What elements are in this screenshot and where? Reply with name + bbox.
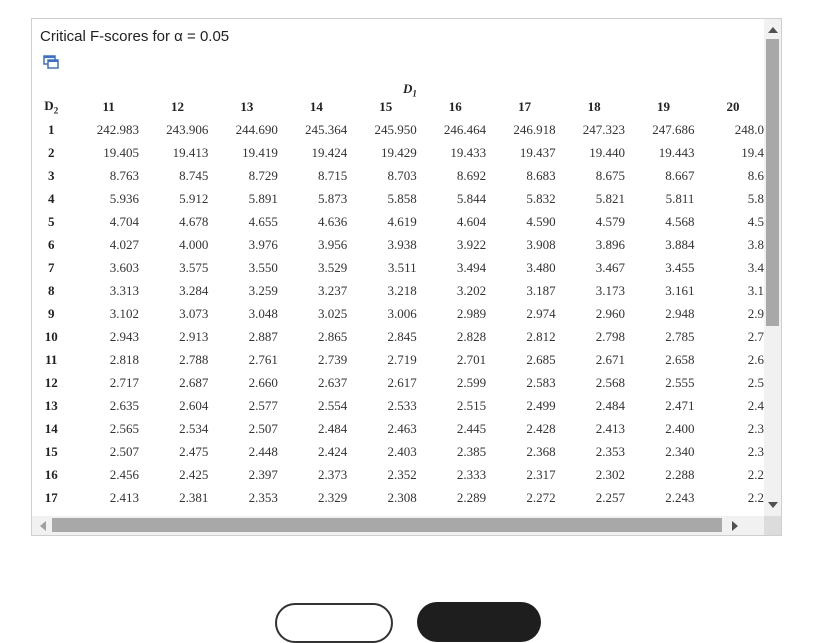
table-cell: 3.284 xyxy=(179,282,209,298)
table-cell: 2.463 xyxy=(387,420,417,436)
table-cell: 2.719 xyxy=(387,351,417,367)
table-cell: 4.5 xyxy=(747,213,764,229)
table-row xyxy=(33,210,764,233)
table-cell: 5.844 xyxy=(456,190,487,206)
table-cell: 19.429 xyxy=(380,144,417,160)
table-cell: 4.704 xyxy=(109,213,139,229)
table-cell: 2.4 xyxy=(747,397,764,413)
table-cell: 3.511 xyxy=(387,259,417,275)
table-row xyxy=(33,440,764,463)
table-cell: 247.323 xyxy=(582,121,625,137)
table-cell: 3.1 xyxy=(747,282,764,298)
table-cell: 2.943 xyxy=(109,328,139,344)
table-cell: 2.948 xyxy=(665,305,695,321)
table-cell: 2.507 xyxy=(248,420,278,436)
table-cell: 4.027 xyxy=(109,236,139,252)
table-cell: 2.499 xyxy=(526,397,556,413)
column-header: 18 xyxy=(587,98,601,114)
column-header: 20 xyxy=(726,98,740,114)
table-cell: 3.938 xyxy=(387,236,417,252)
table-cell: 2.6 xyxy=(747,351,764,367)
table-cell: 2.333 xyxy=(456,466,487,482)
table-cell: 2.353 xyxy=(595,443,625,459)
row-variable-label: $D_2$ xyxy=(44,97,59,116)
table-cell: 2.687 xyxy=(179,374,209,390)
row-header: 9 xyxy=(47,305,55,321)
table-cell: 19.413 xyxy=(172,144,209,160)
row-header: 8 xyxy=(47,282,55,298)
table-row xyxy=(33,463,764,486)
row-header: 7 xyxy=(47,259,55,275)
row-header: 11 xyxy=(45,351,58,367)
table-cell: 2.373 xyxy=(318,466,348,482)
table-cell: 2.2 xyxy=(747,489,764,505)
table-cell: 2.2 xyxy=(747,466,764,482)
table-panel xyxy=(31,18,782,536)
table-cell: 2.329 xyxy=(318,489,348,505)
column-header: 15 xyxy=(379,98,393,114)
table-cell: 2.818 xyxy=(109,351,139,367)
table-cell: 2.288 xyxy=(665,466,695,482)
table-cell: 2.761 xyxy=(248,351,278,367)
table-row xyxy=(33,141,764,164)
table-cell: 2.484 xyxy=(595,397,625,413)
table-cell: 19.419 xyxy=(242,144,278,160)
table-cell: 2.352 xyxy=(387,466,417,482)
table-cell: 2.424 xyxy=(318,443,348,459)
table-cell: 3.922 xyxy=(456,236,487,252)
table-header-row xyxy=(33,95,764,118)
table-cell: 2.599 xyxy=(456,374,487,390)
table-cell: 3.455 xyxy=(665,259,695,275)
table-cell: 3.313 xyxy=(109,282,139,298)
table-cell: 3.896 xyxy=(595,236,625,252)
table-row xyxy=(33,417,764,440)
table-cell: 2.385 xyxy=(456,443,487,459)
table-cell: 2.685 xyxy=(526,351,556,367)
table-cell: 2.289 xyxy=(456,489,487,505)
row-header: 10 xyxy=(44,328,58,344)
table-row xyxy=(33,348,764,371)
table-cell: 247.686 xyxy=(652,121,695,137)
table-cell: 2.989 xyxy=(456,305,487,321)
table-cell: 2.515 xyxy=(456,397,487,413)
table-cell: 2.913 xyxy=(179,328,209,344)
table-cell: 3.480 xyxy=(526,259,556,275)
table-cell: 8.6 xyxy=(747,167,764,183)
row-header: 13 xyxy=(44,397,58,413)
table-row xyxy=(33,233,764,256)
table-cell: 2.635 xyxy=(109,397,139,413)
table-cell: 2.317 xyxy=(526,466,556,482)
table-cell: 3.603 xyxy=(109,259,139,275)
vertical-scroll-thumb[interactable] xyxy=(766,39,779,326)
table-cell: 3.494 xyxy=(456,259,487,275)
table-cell: 3.202 xyxy=(456,282,487,298)
column-variable-label: $D_1$ xyxy=(403,81,417,99)
f-score-table xyxy=(33,95,764,509)
table-cell: 2.637 xyxy=(318,374,348,390)
table-cell: 19.424 xyxy=(311,144,348,160)
table-cell: 2.974 xyxy=(526,305,556,321)
column-header: 11 xyxy=(102,98,115,114)
table-cell: 2.604 xyxy=(179,397,209,413)
table-cell: 4.000 xyxy=(179,236,209,252)
table-cell: 3.976 xyxy=(248,236,278,252)
horizontal-scrollbar[interactable] xyxy=(32,516,764,535)
table-cell: 5.891 xyxy=(248,190,278,206)
table-cell: 3.218 xyxy=(387,282,417,298)
table-row xyxy=(33,187,764,210)
table-cell: 3.529 xyxy=(318,259,348,275)
column-header: 13 xyxy=(240,98,254,114)
table-cell: 244.690 xyxy=(235,121,278,137)
table-cell: 2.507 xyxy=(109,443,139,459)
table-cell: 8.692 xyxy=(456,167,487,183)
table-cell: 2.475 xyxy=(179,443,209,459)
table-cell: 246.464 xyxy=(443,121,487,137)
table-cell: 8.667 xyxy=(665,167,695,183)
row-header: 12 xyxy=(44,374,58,390)
table-cell: 2.425 xyxy=(179,466,209,482)
table-cell: 2.9 xyxy=(747,305,764,321)
table-cell: 4.636 xyxy=(318,213,348,229)
table-cell: 8.729 xyxy=(248,167,278,183)
table-cell: 2.243 xyxy=(665,489,695,505)
table-cell: 2.3 xyxy=(747,443,764,459)
table-cell: 4.604 xyxy=(456,213,487,229)
table-cell: 243.906 xyxy=(166,121,209,137)
table-cell: 2.865 xyxy=(318,328,348,344)
table-cell: 3.467 xyxy=(595,259,625,275)
table-cell: 19.440 xyxy=(589,144,625,160)
table-row xyxy=(33,486,764,509)
table-row xyxy=(33,164,764,187)
row-header: 5 xyxy=(47,213,55,229)
row-header: 6 xyxy=(47,236,55,252)
table-cell: 5.832 xyxy=(526,190,556,206)
table-cell: 3.550 xyxy=(248,259,278,275)
table-row xyxy=(33,279,764,302)
table-cell: 5.811 xyxy=(665,190,695,206)
table-cell: 4.590 xyxy=(526,213,556,229)
table-cell: 3.048 xyxy=(248,305,278,321)
table-cell: 5.936 xyxy=(109,190,139,206)
table-cell: 2.717 xyxy=(109,374,139,390)
table-cell: 2.960 xyxy=(595,305,625,321)
table-cell: 2.448 xyxy=(248,443,278,459)
table-cell: 19.443 xyxy=(658,144,695,160)
table-cell: 2.568 xyxy=(595,374,625,390)
table-cell: 2.428 xyxy=(526,420,556,436)
table-cell: 4.678 xyxy=(179,213,209,229)
table-cell: 5.873 xyxy=(318,190,348,206)
table-cell: 2.565 xyxy=(109,420,139,436)
row-header: 3 xyxy=(47,167,55,183)
table-cell: 2.471 xyxy=(665,397,695,413)
table-cell: 3.173 xyxy=(595,282,625,298)
column-header: 16 xyxy=(448,98,462,114)
table-cell: 2.845 xyxy=(387,328,417,344)
table-cell: 2.308 xyxy=(387,489,417,505)
table-cell: 2.785 xyxy=(665,328,695,344)
table-cell: 3.237 xyxy=(318,282,348,298)
row-header: 2 xyxy=(47,144,55,160)
table-cell: 2.456 xyxy=(109,466,139,482)
table-cell: 3.161 xyxy=(665,282,695,298)
table-cell: 2.302 xyxy=(595,466,625,482)
table-cell: 2.413 xyxy=(595,420,625,436)
column-header: 19 xyxy=(657,98,670,114)
table-row xyxy=(33,118,764,141)
row-header: 16 xyxy=(44,466,58,482)
table-cell: 3.073 xyxy=(179,305,209,321)
row-header: 1 xyxy=(47,121,55,137)
scroll-down-arrow-icon[interactable] xyxy=(768,502,778,508)
table-row xyxy=(33,371,764,394)
table-cell: 2.340 xyxy=(665,443,695,459)
column-header: 17 xyxy=(518,98,532,114)
table-cell: 245.950 xyxy=(374,121,417,137)
table-cell: 3.956 xyxy=(318,236,348,252)
table-cell: 2.400 xyxy=(665,420,695,436)
table-cell: 2.617 xyxy=(387,374,417,390)
table-cell: 3.102 xyxy=(109,305,139,321)
table-cell: 2.660 xyxy=(248,374,278,390)
table-cell: 2.788 xyxy=(179,351,209,367)
table-cell: 5.858 xyxy=(387,190,417,206)
scroll-left-arrow-icon[interactable] xyxy=(40,521,46,531)
table-cell: 3.8 xyxy=(747,236,764,252)
table-cell: 4.579 xyxy=(595,213,625,229)
table-cell: 2.555 xyxy=(665,374,695,390)
table-cell: 2.671 xyxy=(595,351,625,367)
table-cell: 8.675 xyxy=(595,167,625,183)
table-cell: 3.025 xyxy=(318,305,348,321)
table-cell: 2.3 xyxy=(747,420,764,436)
table-cell: 2.533 xyxy=(387,397,417,413)
vertical-scrollbar[interactable] xyxy=(764,19,781,516)
table-cell: 246.918 xyxy=(513,121,556,137)
table-cell: 245.364 xyxy=(305,121,348,137)
row-header: 4 xyxy=(47,190,55,206)
row-header: 17 xyxy=(44,489,58,505)
table-cell: 4.568 xyxy=(665,213,695,229)
table-cell: 5.821 xyxy=(595,190,625,206)
row-header: 14 xyxy=(44,420,58,436)
table-cell: 3.908 xyxy=(526,236,556,252)
scrollbar-corner xyxy=(764,516,781,535)
secondary-button[interactable] xyxy=(275,603,393,643)
table-cell: 19.437 xyxy=(519,144,556,160)
table-cell: 3.006 xyxy=(387,305,417,321)
table-cell: 2.403 xyxy=(387,443,417,459)
table-cell: 2.257 xyxy=(595,489,625,505)
row-header: 15 xyxy=(44,443,58,459)
table-cell: 2.534 xyxy=(179,420,209,436)
table-cell: 2.484 xyxy=(318,420,348,436)
horizontal-scroll-thumb[interactable] xyxy=(52,518,722,532)
table-cell: 3.259 xyxy=(248,282,278,298)
table-cell: 19.405 xyxy=(103,144,139,160)
table-cell: 2.368 xyxy=(526,443,556,459)
table-cell: 19.433 xyxy=(450,144,487,160)
table-cell: 2.583 xyxy=(526,374,556,390)
table-cell: 248.0 xyxy=(734,121,764,137)
table-cell: 2.554 xyxy=(318,397,348,413)
table-row xyxy=(33,394,764,417)
table-row xyxy=(33,302,764,325)
table-cell: 2.7 xyxy=(747,328,764,344)
table-cell: 5.912 xyxy=(179,190,209,206)
table-cell: 2.445 xyxy=(456,420,487,436)
table-cell: 8.683 xyxy=(526,167,556,183)
table-cell: 2.739 xyxy=(318,351,348,367)
table-cell: 242.983 xyxy=(96,121,139,137)
table-row xyxy=(33,256,764,279)
table-cell: 2.701 xyxy=(456,351,487,367)
table-cell: 2.812 xyxy=(526,328,556,344)
table-row xyxy=(33,325,764,348)
table-cell: 2.658 xyxy=(665,351,695,367)
table-cell: 2.577 xyxy=(248,397,278,413)
table-cell: 8.745 xyxy=(179,167,209,183)
table-cell: 4.655 xyxy=(248,213,278,229)
table-cell: 8.763 xyxy=(109,167,139,183)
table-cell: 2.887 xyxy=(248,328,278,344)
primary-button[interactable] xyxy=(417,602,541,642)
scroll-right-arrow-icon[interactable] xyxy=(732,521,738,531)
table-cell: 4.619 xyxy=(387,213,417,229)
panel-title: Critical F-scores for α = 0.05 xyxy=(40,28,230,45)
table-cell: 3.4 xyxy=(747,259,764,275)
table-cell: 5.8 xyxy=(747,190,764,206)
table-cell: 19.4 xyxy=(741,144,764,160)
table-cell: 2.5 xyxy=(747,374,764,390)
table-cell: 8.703 xyxy=(387,167,417,183)
table-cell: 2.413 xyxy=(109,489,139,505)
column-header: 12 xyxy=(170,98,184,114)
table-cell: 3.187 xyxy=(526,282,556,298)
popout-window-icon[interactable] xyxy=(43,55,59,69)
table-cell: 8.715 xyxy=(318,167,348,183)
table-cell: 3.575 xyxy=(179,259,209,275)
scroll-up-arrow-icon[interactable] xyxy=(768,27,778,33)
table-cell: 2.353 xyxy=(248,489,278,505)
table-cell: 2.798 xyxy=(595,328,625,344)
table-cell: 2.381 xyxy=(179,489,209,505)
table-viewport[interactable] xyxy=(33,79,764,516)
column-header: 14 xyxy=(309,98,323,114)
table-cell: 2.828 xyxy=(456,328,487,344)
table-cell: 2.272 xyxy=(526,489,556,505)
table-cell: 3.884 xyxy=(665,236,695,252)
table-cell: 2.397 xyxy=(248,466,278,482)
